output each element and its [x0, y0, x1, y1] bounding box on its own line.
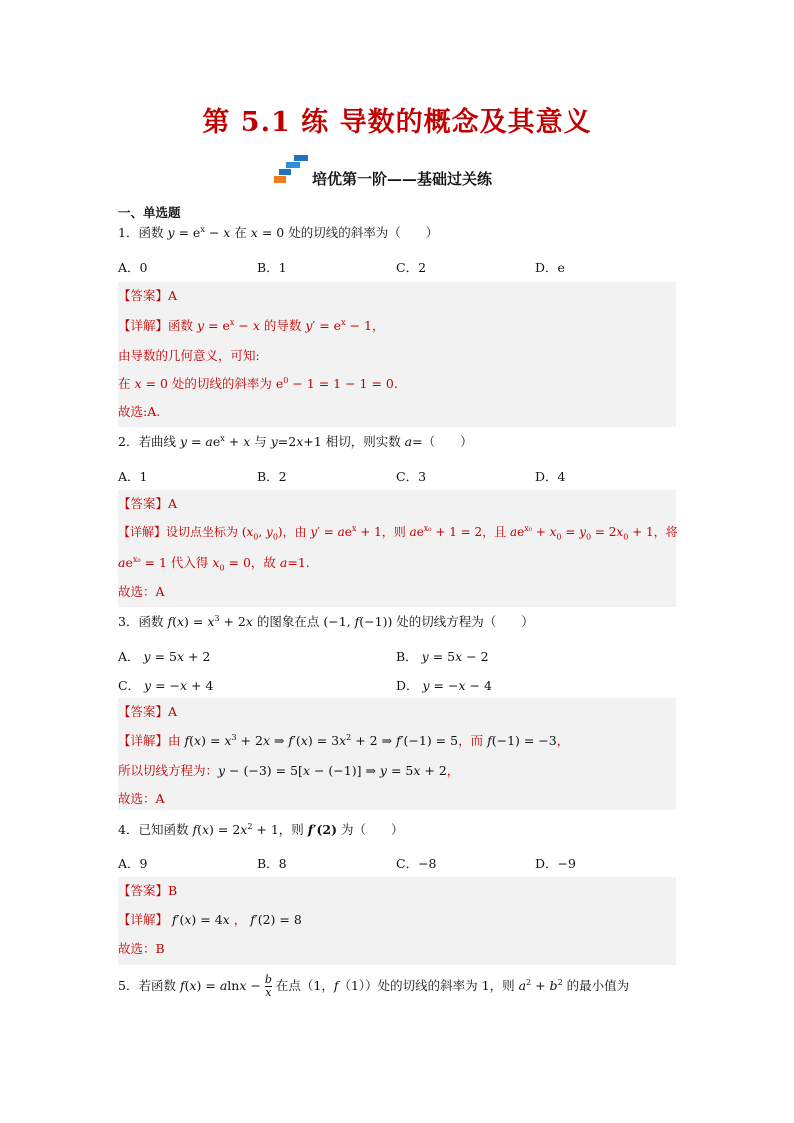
question-4-answer: 【答案】B — [118, 883, 178, 898]
question-2-option-c[interactable]: C．3 — [396, 469, 427, 484]
staircase-logo-icon — [274, 155, 310, 183]
question-3-answer-box — [118, 698, 676, 810]
question-3-option-a[interactable]: A． y = 5x + 2 — [118, 649, 211, 664]
question-2-detail-1: 【详解】设切点坐标为 ($x_0$, $y_0$)，由 $y' = ae^x + 1$，则 $ae^{x_0} + 1 = 2$，且 $ae^{x_0} + x_0 = y_0 = 2x_0 + 1$，将 — [118, 524, 678, 542]
question-1-detail-1: 【详解】函数 $y = e^x - x$ 的导数 $y' = e^x - 1$， — [118, 317, 385, 333]
question-4-stem: 4．已知函数 $f(x) = 2x^2 + 1$，则 f′(2) 为（ ） — [118, 821, 404, 837]
question-1-option-d[interactable]: D．e — [535, 260, 565, 275]
question-1-option-c[interactable]: C．2 — [396, 260, 427, 275]
question-3-option-b[interactable]: B． y = 5x − 2 — [396, 649, 489, 664]
question-3-option-d[interactable]: D． y = −x − 4 — [396, 678, 492, 693]
section-label: 一、单选题 — [118, 205, 181, 220]
question-4-detail-1: 【详解】 f′(x) = 4x ， f′(2) = 8 — [118, 912, 302, 927]
question-3-stem: 3．函数 $f(x) = x^3 + 2x$ 的图象在点 (−1, f(−1)) 处的切线方程为（ ） — [118, 613, 534, 629]
question-1-option-b[interactable]: B．1 — [257, 260, 287, 275]
question-5-stem: 5．若函数 f(x) = alnx − $\frac{b}{x}$ 在点（1，f（1））处的切线的斜率为 1，则 $a^2 + b^2$ 的最小值为 — [118, 973, 630, 999]
question-4-answer-box — [118, 877, 676, 965]
question-3-detail-1: 【详解】由 $f(x) = x^3 + 2x$ ⇒ $f'(x) = 3x^2 + 2$ ⇒ f′(−1) = 5，而 f(−1) = −3， — [118, 732, 570, 748]
question-3-option-c[interactable]: C． y = −x + 4 — [118, 678, 214, 693]
question-2-detail-2: $ae^{x_0} = 1$ 代入得 $x_0 = 0$，故 a=1. — [118, 554, 310, 573]
question-2-detail-3: 故选：A — [118, 584, 165, 599]
question-2-stem: 2．若曲线 $y = ae^x + x$ 与 y=2x+1 相切，则实数 a=（ ） — [118, 433, 473, 449]
question-1-detail-3: 在 x = 0 处的切线的斜率为 $e^0 - 1 = 1 - 1 = 0$. — [118, 375, 398, 391]
question-3-detail-2: 所以切线方程为：y − (−3) = 5[x − (−1)] ⇒ y = 5x + 2， — [118, 763, 460, 778]
question-2-option-b[interactable]: B．2 — [257, 469, 287, 484]
question-3-detail-3: 故选：A — [118, 791, 165, 806]
question-1-answer-box — [118, 282, 676, 427]
question-2-option-d[interactable]: D．4 — [535, 469, 566, 484]
page-title: 第 5.1 练 导数的概念及其意义 — [202, 107, 592, 138]
question-4-option-d[interactable]: D．−9 — [535, 856, 576, 871]
question-4-option-b[interactable]: B．8 — [257, 856, 287, 871]
question-1-option-a[interactable]: A．0 — [118, 260, 148, 275]
question-1-detail-2: 由导数的几何意义，可知: — [118, 348, 260, 363]
question-1-detail-4: 故选:A. — [118, 404, 161, 419]
question-4-option-c[interactable]: C．−8 — [396, 856, 437, 871]
page-subtitle: 培优第一阶——基础过关练 — [312, 170, 493, 188]
question-2-answer-box — [118, 490, 676, 607]
question-2-answer: 【答案】A — [118, 496, 178, 511]
question-2-option-a[interactable]: A．1 — [118, 469, 148, 484]
question-3-answer: 【答案】A — [118, 704, 178, 719]
question-4-detail-2: 故选：B — [118, 941, 165, 956]
question-1-answer: 【答案】A — [118, 288, 178, 303]
question-4-option-a[interactable]: A．9 — [118, 856, 148, 871]
question-1-stem: 1．函数 $y = e^x - x$ 在 x = 0 处的切线的斜率为（ ） — [118, 224, 439, 240]
